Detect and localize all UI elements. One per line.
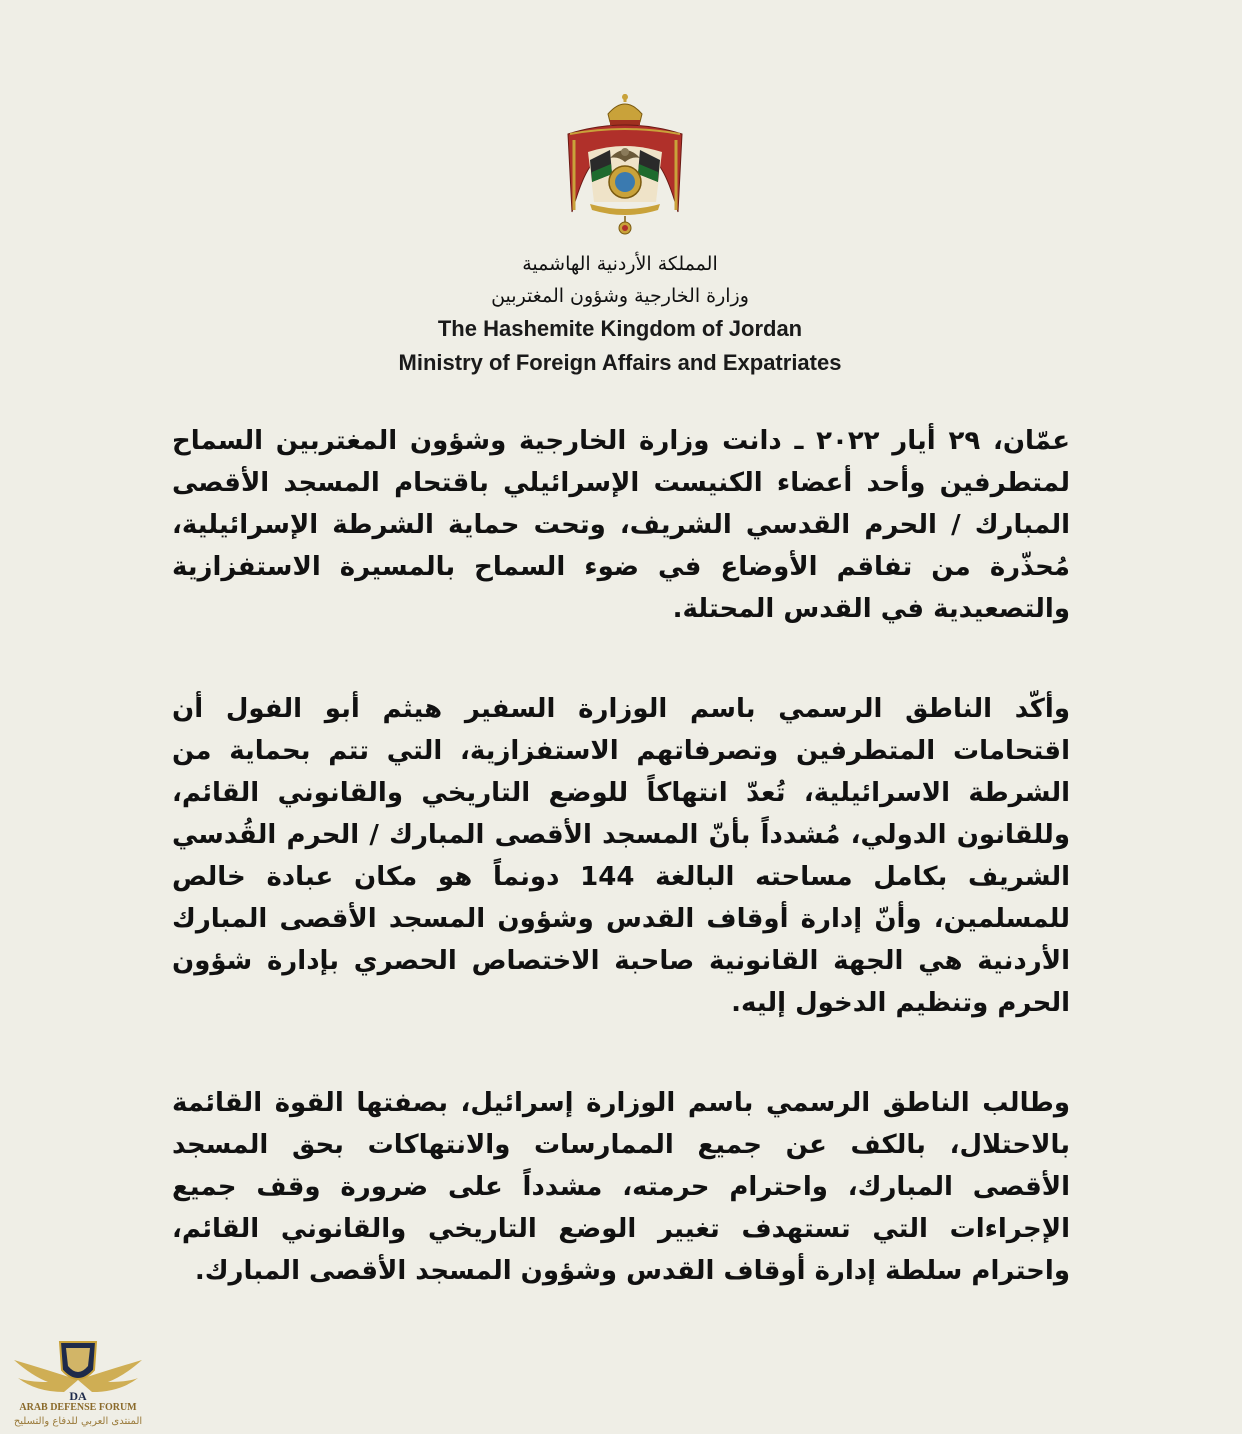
letterhead-kingdom-en: The Hashemite Kingdom of Jordan: [437, 316, 803, 341]
letterhead-ministry-ar: وزارة الخارجية وشؤون المغتربين: [491, 285, 749, 307]
letterhead-kingdom-ar: المملكة الأردنية الهاشمية: [522, 253, 718, 275]
forum-name-ar: المنتدى العربي للدفاع والتسليح: [13, 1416, 143, 1427]
jordan-coat-of-arms-icon: [560, 92, 690, 242]
paragraph-2: وأكّد الناطق الرسمي باسم الوزارة السفير هيثم أبو الفول أن اقتحامات المتطرفين وتصرفاتهم الاستفزازية، التي تتم بحماية من الشرطة الاسرائيلية، تُعدّ انتهاكاً للوضع التاريخي والقانوني القائم، وللقانون الدولي، مُشدداً بأنّ المسجد الأقصى المبارك / الحرم القُدسي الشريف بكامل مساحته البالغة 144 دونماً هو مكان عبادة خالص للمسلمين، وأنّ إدارة أوقاف القدس وشؤون المسجد الأقصى المبارك الأردنية هي الجهة القانونية صاحبة الاختصاص الحصري بإدارة شؤون الحرم وتنظيم الدخول إليه.: [172, 694, 1070, 1018]
letterhead: [300, 248, 940, 380]
paragraph-3: وطالب الناطق الرسمي باسم الوزارة إسرائيل، بصفتها القوة القائمة بالاحتلال، بالكف عن جميع الممارسات والانتهاكات بحق المسجد الأقصى المبارك، واحترام حرمته، مشدداً على ضرورة وقف جميع الإجراءات التي تستهدف تغيير الوضع التاريخي والقانوني القائم، واحترام سلطة إدارة أوقاف القدس وشؤون المسجد الأقصى المبارك.: [172, 1088, 1070, 1286]
statement-body: [172, 420, 1070, 1350]
forum-name-en: ARAB DEFENSE FORUM: [19, 1402, 137, 1413]
paragraph-1: عمّان، ٢٩ أيار ٢٠٢٢ ـ دانت وزارة الخارجية وشؤون المغتربين السماح لمتطرفين وأحد أعضاء الكنيست الإسرائيلي باقتحام المسجد الأقصى المبارك / الحرم القدسي الشريف، وتحت حماية الشرطة الإسرائيلية، مُحذّرة من تفاقم الأوضاع في ضوء السماح بالمسيرة الاستفزازية والتصعيدية في القدس المحتلة.: [172, 426, 1070, 624]
crown-icon: [608, 94, 642, 125]
letterhead-ministry-en: Ministry of Foreign Affairs and Expatriates: [398, 350, 842, 375]
forum-monogram: DA: [69, 1389, 87, 1403]
